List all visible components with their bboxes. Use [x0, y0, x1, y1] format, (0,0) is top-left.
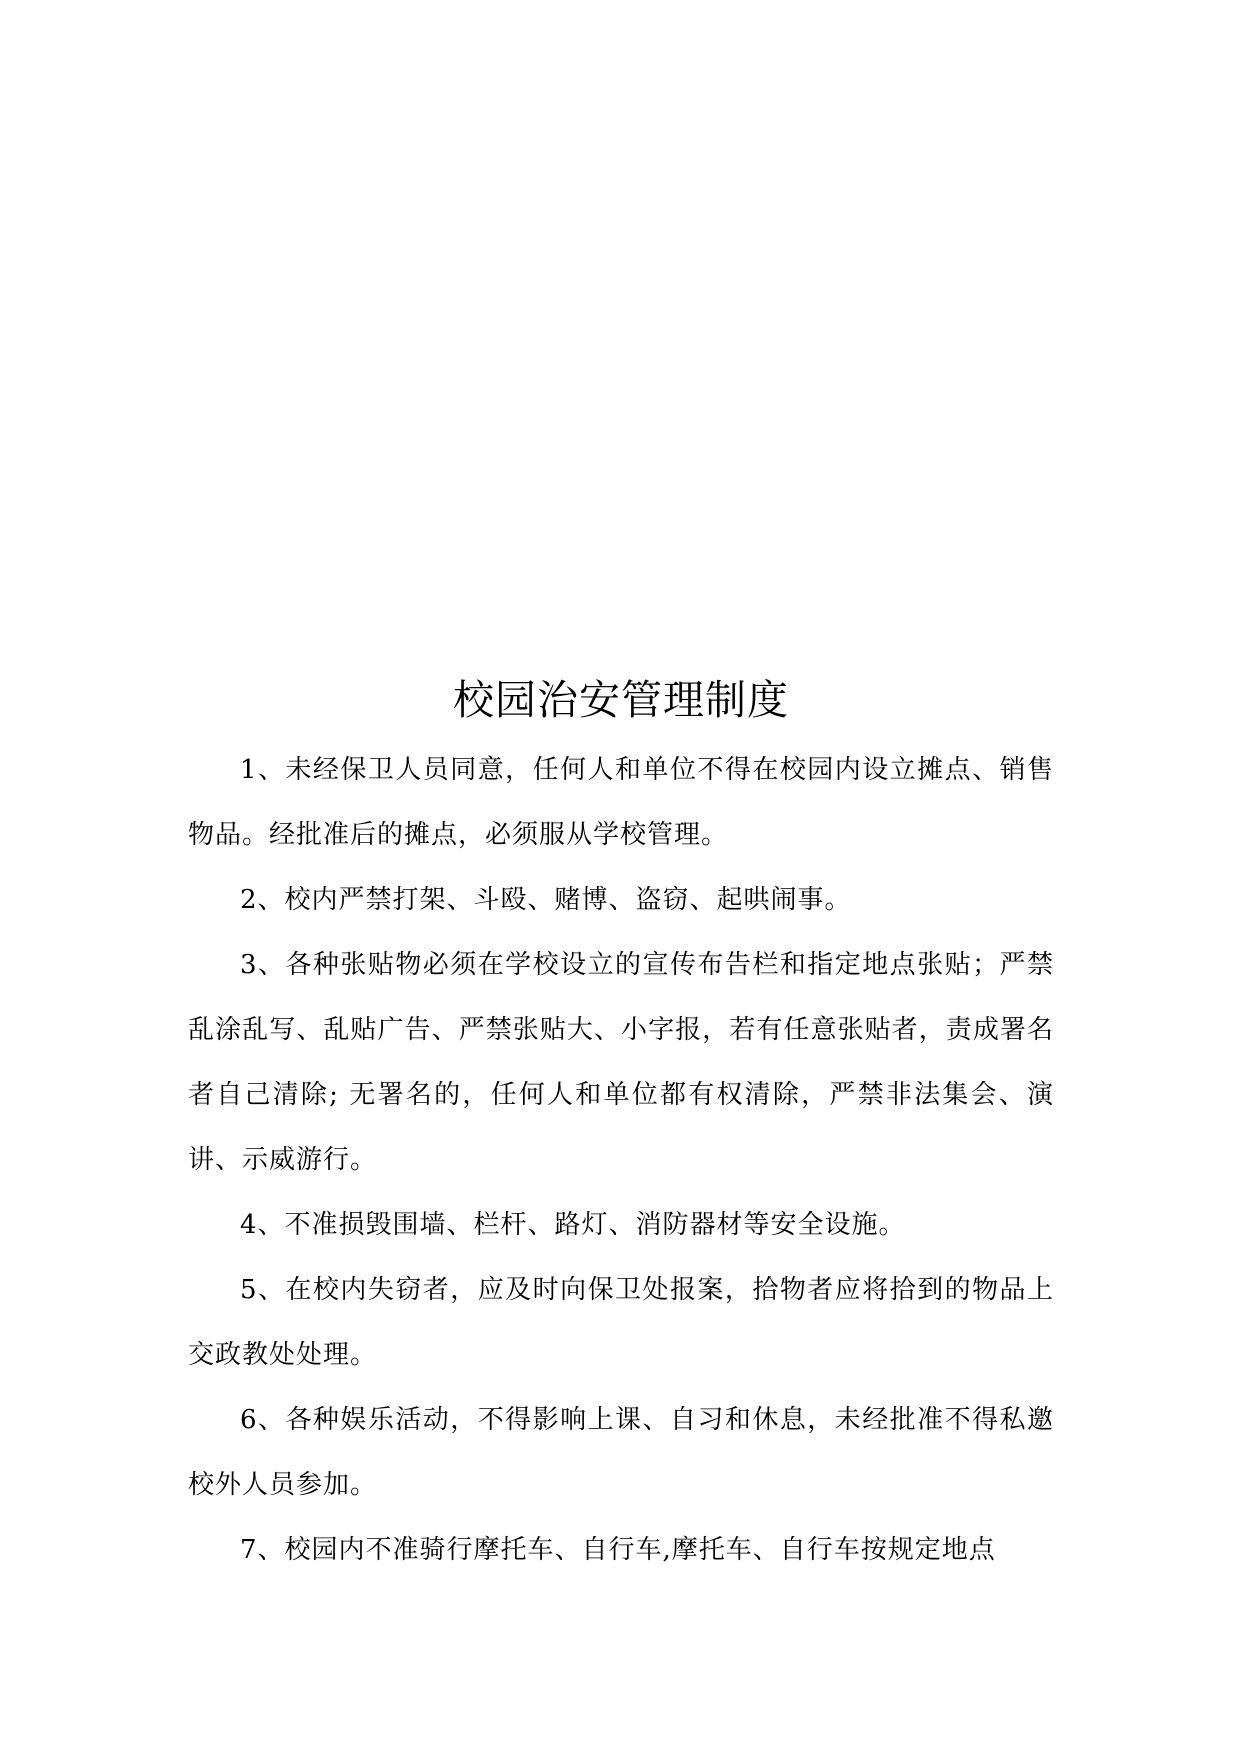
- rule-paragraph-6: 6、各种娱乐活动，不得影响上课、自习和休息，未经批准不得私邀校外人员参加。: [188, 1405, 1054, 1500]
- rule-paragraph-3: 3、各种张贴物必须在学校设立的宣传布告栏和指定地点张贴；严禁乱涂乱写、乱贴广告、严禁张贴大、小字报，若有任意张贴者，责成署名者自己清除; 无署名的，任何人和单位都有权清除，严禁非法集会、演讲、示威游行。: [188, 950, 1054, 1175]
- rule-paragraph-2: 2、校内严禁打架、斗殴、赌博、盗窃、起哄闹事。: [240, 885, 852, 915]
- rule-paragraph-4: 4、不准损毁围墙、栏杆、路灯、消防器材等安全设施。: [240, 1210, 906, 1240]
- rule-paragraph-1: 1、未经保卫人员同意，任何人和单位不得在校园内设立摊点、销售物品。经批准后的摊点，必须服从学校管理。: [188, 755, 1054, 850]
- document-body: [188, 738, 1054, 1583]
- document-content: [188, 672, 1054, 1583]
- document-title: 校园治安管理制度: [453, 676, 789, 724]
- rule-paragraph-7: 7、校园内不准骑行摩托车、自行车,摩托车、自行车按规定地点: [240, 1535, 996, 1565]
- rule-paragraph-5: 5、在校内失窃者，应及时向保卫处报案，拾物者应将拾到的物品上交政教处处理。: [188, 1275, 1054, 1370]
